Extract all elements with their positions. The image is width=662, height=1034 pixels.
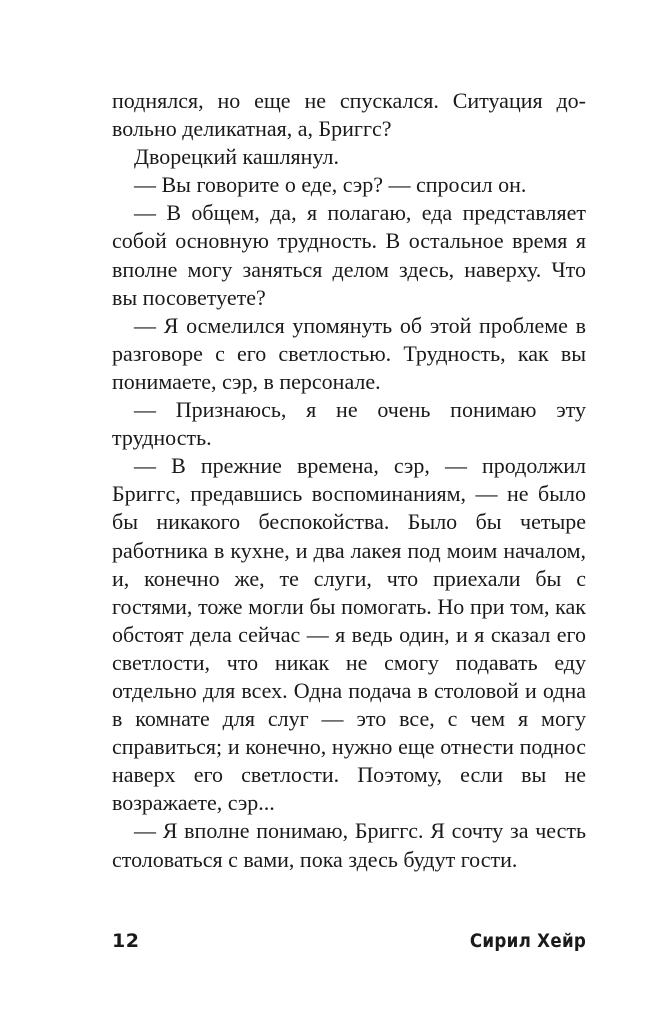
running-title-author: Сирил Хейр	[469, 930, 586, 952]
paragraph: Дворецкий кашлянул.	[134, 144, 339, 170]
paragraph: — Я вполне понимаю, Бриггс. Я сочту за честь столоваться с вами, пока здесь будут гости.	[112, 818, 586, 872]
paragraph: — Вы говорите о еде, сэр? — спросил он.	[134, 172, 527, 198]
page-number: 12	[112, 930, 140, 952]
paragraph: — В прежние времена, сэр, — продолжил Бриггс, предавшись воспоминаниям, — не было бы никакого беспокойства. Было бы четыре работника в кухне, и два лакея под моим началом, и, конечно же, те слуги, что приехали бы с гостями, тоже могли бы помогать. Но при том, как обстоят дела сейчас — я ведь один, и я сказал его светлости, что никак не смогу подавать еду отдельно для всех. Одна подача в столовой и одна в комнате для слуг — это все, с чем я могу справиться; и конечно, нужно еще отнести поднос наверх его светлости. Поэтому, если вы не возражаете, сэр...	[112, 453, 586, 816]
paragraph: — В общем, да, я полагаю, еда представляет собой основную трудность. В остальное время я вполне могу заняться делом здесь, наверху. Что вы посоветуете?	[112, 200, 586, 310]
paragraph: — Я осмелился упомянуть об этой проблеме в разговоре с его светлостью. Трудность, как вы понимаете, сэр, в персонале.	[112, 312, 586, 394]
paragraph: поднялся, но еще не спускался. Ситуация довольно деликатная, а, Бриггс?	[112, 88, 586, 142]
paragraph: — Признаюсь, я не очень понимаю эту трудность.	[112, 397, 586, 451]
body-text	[112, 87, 586, 874]
page-footer	[112, 930, 586, 960]
